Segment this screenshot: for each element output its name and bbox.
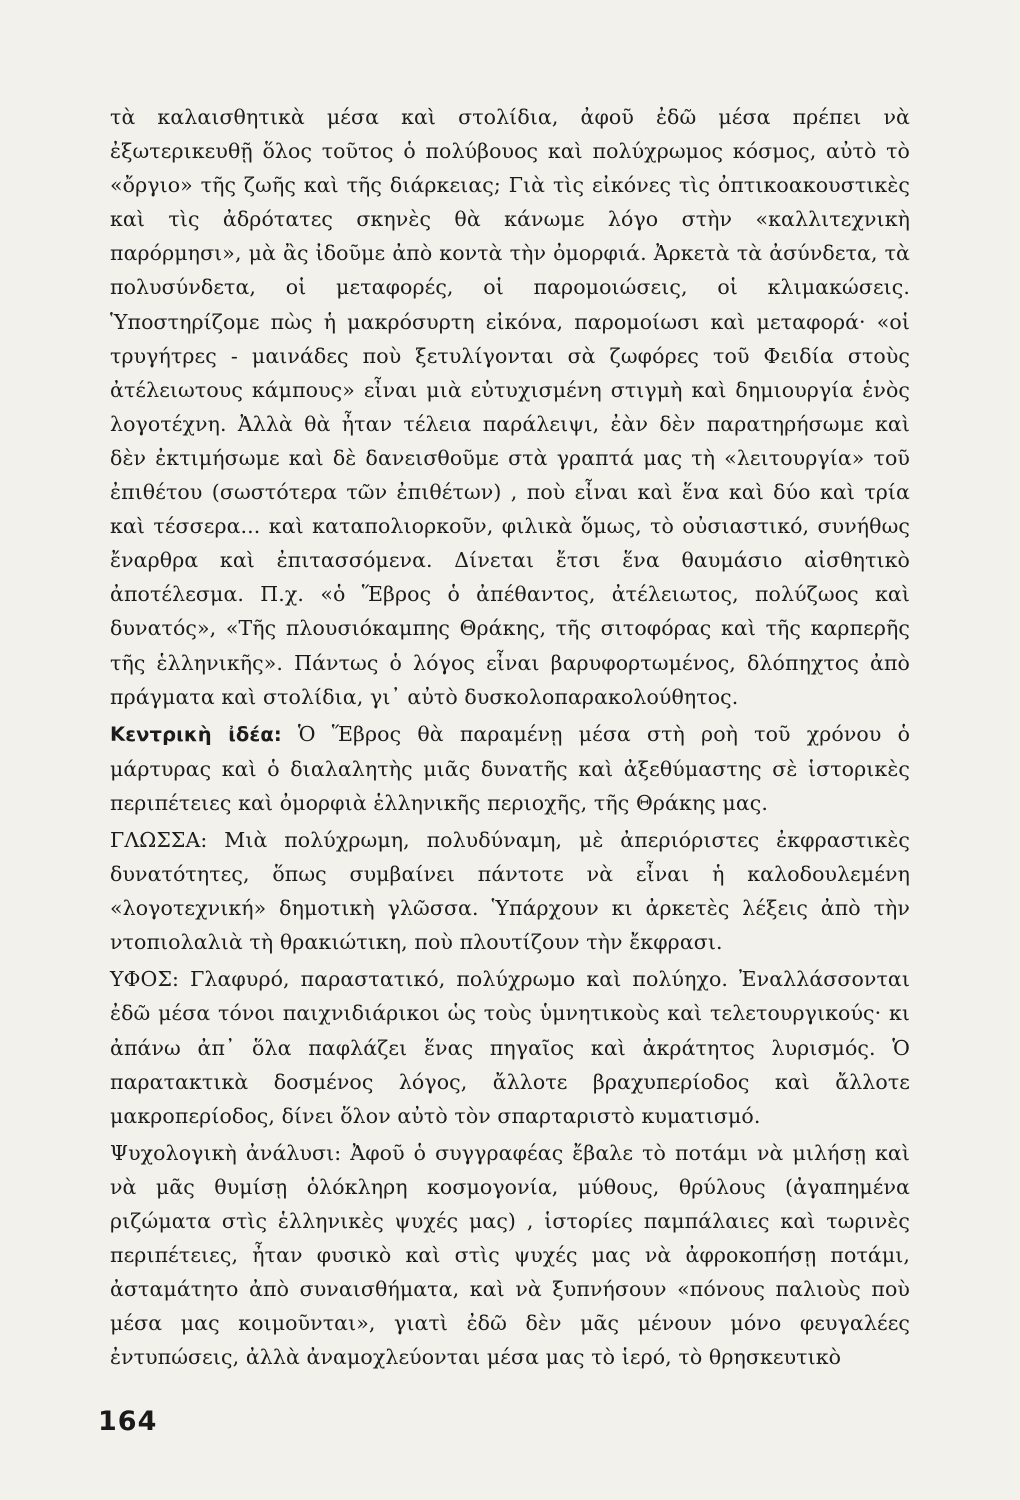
paragraph-psychological-analysis — [110, 1136, 910, 1375]
psychological-analysis-label: Ψυχολογικὴ ἀνάλυσι: — [110, 1140, 342, 1165]
paragraph-stylistic-devices — [110, 100, 910, 714]
style-label: ΥΦΟΣ: — [110, 967, 180, 992]
body-text — [110, 100, 910, 1374]
paragraph-text: τὰ καλαισθητικὰ μέσα καὶ στολίδια, ἀφοῦ ἐδῶ μέσα πρέπει νὰ ἐξωτερικευθῇ ὅλος τοῦτος ὁ πολύβουος καὶ πολύχρωμος κόσμος, αὐτὸ τὸ «ὄργιο» τῆς ζωῆς καὶ τῆς διάρκειας; Γιὰ τὶς εἰκόνες τὶς ὀπτικοακουστικὲς καὶ τὶς ἀδρότατες σκηνὲς θὰ κάνωμε λόγο στὴν «καλλιτεχνικὴ παρόρμησι», μὰ ἂς ἰδοῦμε ἀπὸ κοντὰ τὴν ὀμορφιά. Ἀρκετὰ τὰ ἀσύνδετα, τὰ πολυσύνδετα, οἱ μεταφορές, οἱ παρομοιώσεις, οἱ κλιμακώσεις. Ὑποστηρίζομε πὼς ἡ μακρόσυρτη εἰκόνα, παρομοίωσι καὶ μεταφορά· «οἱ τρυγήτρες - μαινάδες ποὺ ξετυλίγονται σὰ ζωφόρες τοῦ Φειδία στοὺς ἀτέλειωτους κάμπους» εἶναι μιὰ εὐτυχισμένη στιγμὴ καὶ δημιουργία ἑνὸς λογοτέχνη. Ἀλλὰ θὰ ἦταν τέλεια παράλειψι, ἐὰν δὲν παρατηρήσωμε καὶ δὲν ἐκτιμήσωμε καὶ δὲ δανεισθοῦμε στὰ γραπτά μας τὴ «λειτουργία» τοῦ ἐπιθέτου (σωστότερα τῶν ἐπιθέτων) , ποὺ εἶναι καὶ ἕνα καὶ δύο καὶ τρία καὶ τέσσερα... καὶ καταπολιορκοῦν, φιλικὰ ὅμως, τὸ οὐσιαστικό, συνήθως ἔναρθρα καὶ ἐπιτασσόμενα. Δίνεται ἔτσι ἕνα θαυμάσιο αἰσθητικὸ ἀποτέλεσμα. Π.χ. «ὁ Ἕβρος ὁ ἀπέθαντος, ἀτέλειωτος, πολύζωος καὶ δυνατός», «Τῆς πλουσιόκαμπης Θράκης, τῆς σιτοφόρας καὶ τῆς καρπερῆς τῆς ἑλληνικῆς». Πάντως ὁ λόγος εἶναι βαρυφορτωμένος, δλόπηχτος ἀπὸ πράγματα καὶ στολίδια, γι᾽ αὐτὸ δυσκολοπαρακολούθητος. — [110, 105, 910, 709]
paragraph-text: Ὁ Ἕβρος θὰ παραμένῃ μέσα στὴ ροὴ τοῦ χρόνου ὁ μάρτυρας καὶ ὁ διαλαλητὴς μιᾶς δυνατῆς καὶ ἀξεθύμαστης σὲ ἱστορικὲς περιπέτειες καὶ ὀμορφιὰ ἑλληνικῆς περιοχῆς, τῆς Θράκης μας. — [110, 721, 911, 815]
paragraph-style — [110, 962, 910, 1132]
paragraph-text: Γλαφυρό, παραστατικό, πολύχρωμο καὶ πολύηχο. Ἐναλλάσσονται ἐδῶ μέσα τόνοι παιχνιδιάρικοι ὡς τοὺς ὑμνητικοὺς καὶ τελετουργικούς· κι ἀπάνω ἀπ᾽ ὅλα παφλάζει ἕνας πηγαῖος καὶ ἀκράτητος λυρισμός. Ὁ παρατακτικὰ δοσμένος λόγος, ἄλλοτε βραχυπερίοδος καὶ ἄλλοτε μακροπερίοδος, δίνει ὅλον αὐτὸ τὸν σπαρταριστὸ κυματισμό. — [110, 967, 910, 1128]
paragraph-text: Ἀφοῦ ὁ συγγραφέας ἔβαλε τὸ ποτάμι νὰ μιλήσῃ καὶ νὰ μᾶς θυμίσῃ ὁλόκληρη κοσμογονία, μύθους, θρύλους (ἀγαπημένα ριζώματα στὶς ἑλληνικὲς ψυχές μας) , ἱστορίες παμπάλαιες καὶ τωρινὲς περιπέτειες, ἦταν φυσικὸ καὶ στὶς ψυχές μας νὰ ἀφροκοπήσῃ ποτάμι, ἀσταμάτητο ἀπὸ συναισθήματα, καὶ νὰ ξυπνήσουν «πόνους παλιοὺς ποὺ μέσα μας κοιμοῦνται», γιατὶ ἐδῶ δὲν μᾶς μένουν μόνο φευγαλέες ἐντυπώσεις, ἀλλὰ ἀναμοχλεύονται μέσα μας τὸ ἱερό, τὸ θρησκευτικὸ — [110, 1140, 910, 1370]
page-number: 164 — [98, 1406, 158, 1437]
paragraph-central-idea — [110, 717, 910, 820]
paragraph-text: Μιὰ πολύχρωμη, πολυδύναμη, μὲ ἀπεριόριστες ἐκφραστικὲς δυνατότητες, ὅπως συμβαίνει πάντοτε νὰ εἶναι ἡ καλοδουλεμένη «λογοτεχνική» δημοτικὴ γλῶσσα. Ὑπάρχουν κι ἀρκετὲς λέξεις ἀπὸ τὴν ντοπιολαλιὰ τὴ θρακιώτικη, ποὺ πλουτίζουν τὴν ἔκφρασι. — [110, 827, 910, 955]
central-idea-label: Κεντρικὴ ἰδέα: — [110, 722, 282, 746]
paragraph-language — [110, 823, 910, 959]
language-label: ΓΛΩΣΣΑ: — [110, 827, 208, 852]
